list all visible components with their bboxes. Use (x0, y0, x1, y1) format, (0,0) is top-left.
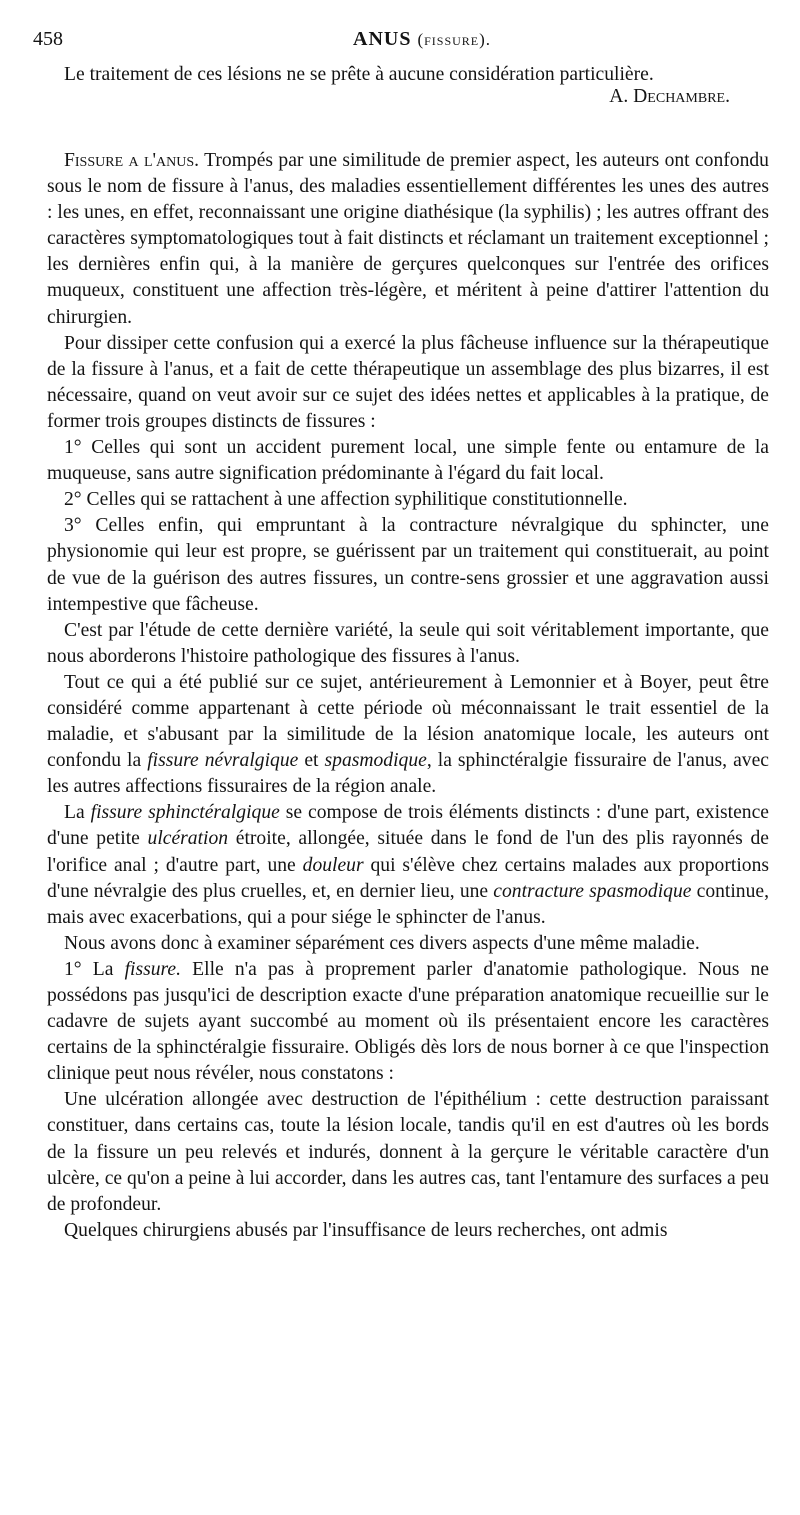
p7-part-b: et (298, 750, 325, 772)
paragraph-11: Une ulcération allongée avec destruction de l'épithélium : cette destruction paraissant constituer, dans certains cas, toute la lésion locale, tandis qu'il en est d'autres où les bords de la fissure un peu relevés et indurés, donnent à la gerçure le véritable caractère d'un ulcère, ce qu'on a peine à lui accorder, dans les autres cas, tant l'entamure des surfaces a peu de profondeur. (47, 1089, 769, 1215)
paragraph-8 (47, 800, 769, 930)
p8-em-b: ulcération (147, 828, 229, 850)
p7-em-a: fissure névralgique (147, 750, 299, 772)
p10-part-a: 1° La (64, 958, 125, 980)
paragraph-12: Quelques chirurgiens abusés par l'insuffisance de leurs recherches, ont admis (64, 1219, 668, 1241)
p10-em-a: fissure. (124, 958, 182, 980)
article-body (47, 148, 769, 1244)
p8-part-d: qui s'élève chez certains malades aux proportions d'une névralgie des plus cruelles, et, en dernier lieu, une (47, 854, 769, 902)
page-header (33, 22, 770, 54)
running-head-main: ANUS (353, 28, 412, 50)
p10-part-b: Elle n'a pas à proprement parler d'anatomie pathologique. Nous ne possédons pas jusqu'ici de description exacte d'une préparation anatomique recueillie sur le cadavre de sujets ayant succombé au moment où ils présentaient encore les caractères certains de la sphinctéralgie fissuraire. Obligés dès lors de nous borner à ce que l'inspection clinique peut nous révéler, nous constatons : (47, 958, 769, 1085)
paragraph-4: 2° Celles qui se rattachent à une affection syphilitique constitutionnelle. (64, 489, 628, 511)
p7-part-a: Tout ce qui a été publié sur ce sujet, antérieurement à Lemonnier et à Boyer, peut être considéré comme appartenant à cette période où méconnaissant le trait essentiel de la maladie, et s'abusant par la similitude de la lésion anatomique locale, les auteurs ont confondu la (47, 671, 769, 772)
intro-text: Le traitement de ces lésions ne se prête à aucune considération particulière. (64, 64, 654, 85)
p8-em-c: douleur (302, 854, 364, 876)
running-head-sub: (fissure). (417, 30, 492, 49)
paragraph-10 (47, 957, 769, 1087)
paragraph-3: 1° Celles qui sont un accident purement local, une simple fente ou entamure de la muqueuse, sans autre signification prédominante à l'égard du fait local. (47, 437, 769, 485)
paragraph-1-text: Trompés par une similitude de premier aspect, les auteurs ont confondu sous le nom de fissure à l'anus, des maladies essentiellement différentes les unes des autres : les unes, en effet, reconnaissant une origine diathésique (la syphilis) ; les autres offrant des caractères symptomatologiques tout à fait distincts et réclamant un traitement exceptionnel ; les dernières enfin qui, à la manière de gerçures quelconques sur l'entrée des orifices muqueux, constituent une affection très-légère, et méritent à peine d'attirer l'attention du chirurgien. (47, 150, 770, 328)
intro-paragraph (47, 62, 769, 88)
p8-em-a: fissure sphinctéralgique (90, 802, 280, 824)
paragraph-2: Pour dissiper cette confusion qui a exercé la plus fâcheuse influence sur la thérapeutique de la fissure à l'anus, et a fait de cette thérapeutique un assemblage des plus bizarres, il est nécessaire, quand on veut avoir sur ce sujet des idées nettes et applicables à la pratique, de former trois groupes distincts de fissures : (47, 332, 769, 432)
p8-part-b: se compose de trois éléments distincts : d'une part, existence d'une petite (47, 802, 769, 850)
paragraph-7 (47, 670, 769, 800)
page-number: 458 (33, 28, 63, 50)
paragraph-5: 3° Celles enfin, qui empruntant à la contracture névralgique du sphincter, une physionomie qui leur est propre, se guérissent par un traitement qui constituerait, au point de vue de la guérison des autres fissures, un contre-sens grossier et une aggravation aussi intempestive que fâcheuse. (47, 515, 769, 615)
p7-em-b: spasmodique (324, 750, 427, 772)
article-lead-term: Fissure a l'anus. (64, 150, 200, 171)
p8-part-e: continue, mais avec exacerbations, qui a pour siége le sphincter de l'anus. (47, 880, 769, 928)
paragraph-9: Nous avons donc à examiner séparément ces divers aspects d'une même maladie. (64, 932, 700, 954)
running-head (353, 28, 491, 51)
paragraph-1 (47, 148, 769, 331)
p8-part-a: La (64, 802, 91, 824)
paragraph-6: C'est par l'étude de cette dernière variété, la seule qui soit véritablement importante, que nous aborderons l'histoire pathologique des fissures à l'anus. (47, 619, 769, 667)
p8-em-d: contracture spasmodique (493, 880, 692, 902)
p7-part-c: , la sphinctéralgie fissuraire de l'anus, avec les autres affections fissuraires de la région anale. (47, 750, 769, 798)
author-signature: A. Dechambre. (609, 86, 730, 107)
p8-part-c: étroite, allongée, située dans le fond de l'un des plis rayonnés de l'orifice anal ; d'autre part, une (47, 828, 769, 876)
